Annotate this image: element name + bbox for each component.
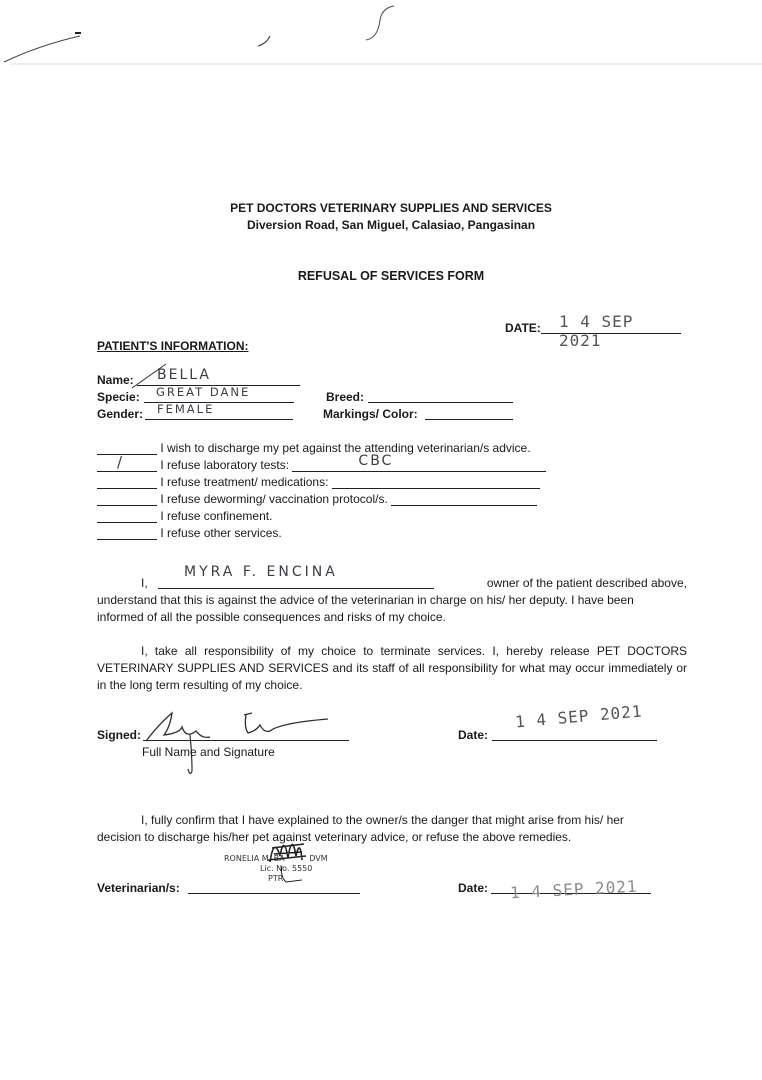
lab-tests-detail-field[interactable] (292, 453, 546, 472)
org-name: PET DOCTORS VETERINARY SUPPLIES AND SERVICES (230, 201, 552, 215)
lab-tests-detail-value: CBC (358, 453, 394, 469)
vet-label: Veterinarian/s: (97, 881, 180, 895)
option-other (97, 526, 282, 541)
owner-statement-line2: understand that this is against the advice of the veterinarian in charge on his/ her deputy. I have been (97, 593, 634, 607)
markings-label: Markings/ Color: (323, 407, 418, 421)
vet-date-label: Date: (458, 881, 489, 895)
specie-field[interactable] (144, 387, 294, 403)
signed-label: Signed: (97, 728, 141, 742)
org-address: Diversion Road, San Miguel, Calasiao, Pangasinan (246, 218, 536, 232)
option-deworming (97, 492, 537, 507)
option-discharge-checkbox[interactable] (97, 441, 157, 455)
option-other-checkbox[interactable] (97, 526, 157, 540)
deworming-detail-field[interactable] (391, 492, 537, 506)
name-value: BELLA (157, 367, 211, 383)
owner-statement-prefix: I, (141, 576, 148, 590)
markings-field[interactable] (425, 404, 513, 420)
release-statement-text: I, take all responsibility of my choice to terminate services. I, hereby release PET DOCTORS VETERINARY SUPPLIES AND SERVICES and its staff of all responsibility for what may occur immediately or in the long term resulting of my choice. (97, 644, 687, 692)
breed-label: Breed: (326, 390, 365, 404)
option-confinement-checkbox[interactable] (97, 509, 157, 523)
name-label: Name: (97, 373, 134, 387)
vet-stamp-suffix: DVM (309, 854, 328, 863)
date-label: DATE: (505, 321, 541, 335)
release-statement (97, 643, 687, 694)
option-lab-tests-checkbox[interactable] (97, 453, 157, 472)
vet-stamp-name: RONELIA M. BA (224, 854, 285, 863)
option-deworming-checkbox[interactable] (97, 492, 157, 506)
vet-statement-line1: I, fully confirm that I have explained to the owner/s the danger that might arise from his/ her (141, 813, 624, 827)
owner-statement-line3: informed of all the possible consequences and risks of my choice. (97, 610, 446, 624)
top-edge-marks (0, 0, 762, 80)
treatment-detail-field[interactable] (332, 475, 540, 489)
breed-field[interactable] (368, 387, 513, 403)
owner-name-field[interactable] (158, 564, 434, 589)
option-treatment-text: I refuse treatment/ medications: (160, 475, 329, 489)
option-treatment (97, 475, 540, 490)
owner-name-value: MYRA F. ENCINA (184, 564, 338, 580)
date-stamp-value: 1 4 SEP 2021 (559, 312, 634, 350)
option-confinement (97, 509, 272, 524)
gender-label: Gender: (97, 407, 144, 421)
owner-signature-scribble (140, 705, 340, 780)
option-confinement-text: I refuse confinement. (160, 509, 273, 523)
owner-date-stamp: 1 4 SEP 2021 (514, 701, 644, 732)
option-lab-tests-text: I refuse laboratory tests: (160, 458, 290, 472)
option-discharge (97, 441, 531, 456)
option-lab-tests (97, 453, 546, 473)
option-deworming-text: I refuse deworming/ vaccination protocol/s. (160, 492, 388, 506)
patient-section-title: PATIENT'S INFORMATION: (97, 339, 249, 353)
owner-statement-line1: owner of the patient described above, (486, 576, 687, 590)
vet-stamp-lic-no: 5550 (292, 864, 313, 873)
specie-value: GREAT DANE (156, 385, 251, 399)
vet-signature-scribble (262, 826, 322, 886)
vet-date-stamp: 1 4 SEP 2021 (509, 876, 639, 903)
owner-date-label: Date: (458, 728, 489, 742)
signature-caption: Full Name and Signature (142, 745, 275, 759)
option-treatment-checkbox[interactable] (97, 475, 157, 489)
option-discharge-text: I wish to discharge my pet against the attending veterinarian/s advice. (160, 441, 531, 455)
vet-signature-field[interactable] (188, 878, 360, 894)
date-field[interactable] (541, 312, 681, 350)
vet-stamp-lic-label: Lic. No. (260, 864, 290, 873)
gender-value: FEMALE (157, 402, 215, 416)
vet-stamp-ptr: PTR (268, 874, 284, 883)
form-title: REFUSAL OF SERVICES FORM (297, 269, 485, 283)
vet-statement-line2: decision to discharge his/her pet against veterinary advice, or refuse the above remedies. (97, 830, 572, 844)
specie-label: Specie: (97, 390, 140, 404)
gender-field[interactable] (145, 404, 293, 420)
option-lab-tests-check-mark: / (117, 453, 125, 471)
option-other-text: I refuse other services. (160, 526, 282, 540)
